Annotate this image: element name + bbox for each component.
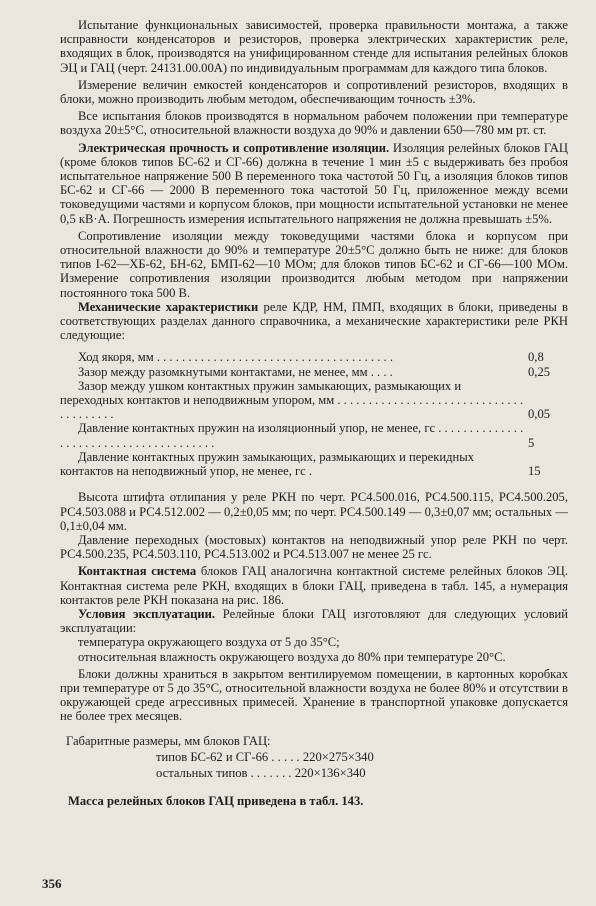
spec-value: 0,8 xyxy=(528,350,544,365)
paragraph-insulation-strength-text: Изоляция релейных блоков ГАЦ (кроме блоков типов БС-62 и СГ-66) должна в течение 1 мин ±5 с выдерживать без пробоя испытательное напряжение 500 В переменного тока частотой 50 Гц, а изоляция блоков типов БС-62 и СГ-66 — 2000 В переменного тока частотой 50 Гц, приложенное между всеми токоведущими частями и корпусом блоков, при мощности испытательной установки не менее 0,5 кВ·А. Погрешность измерения испытательного напряжения не должна превышать ±5%. xyxy=(60,140,568,226)
paragraph-contact-pressure: Давление переходных (мостовых) контактов на неподвижный упор реле РКН по черт. РС4.500.235, РС4.503.110, РС4.513.002 и РС4.513.007 не менее 25 гс. xyxy=(60,532,568,562)
paragraph-insulation-strength xyxy=(60,141,568,226)
spec-list xyxy=(60,350,568,478)
dimensions-title: Габаритные размеры, мм блоков ГАЦ: xyxy=(66,733,271,748)
spec-value: 5 xyxy=(528,435,535,450)
paragraph-contact-system-text: блоков ГАЦ аналогична контактной системе релейных блоков ЭЦ. Контактная система реле РКН, входящих в блоки ГАЦ, приведена в табл. 145, а нумерация контактов реле РКН показана на рис. 186. xyxy=(60,564,568,607)
spec-label: Зазор между разомкнутыми контактами, не менее, мм . . . . xyxy=(78,364,393,379)
paragraph-conditions: Все испытания блоков производятся в нормальном рабочем положении при температуре воздуха 20±5°С, относительной влажности воздуха до 90% и давлении 650—780 мм рт. ст. xyxy=(60,109,568,138)
heading-contact-system: Контактная система xyxy=(78,564,197,579)
spec-row xyxy=(60,350,568,364)
heading-mechanical: Механические характеристики xyxy=(78,299,259,314)
paragraph-mechanical xyxy=(60,300,568,343)
mass-note: Масса релейных блоков ГАЦ приведена в табл. 143. xyxy=(68,794,364,809)
paragraph-operating-conditions-text: Релейные блоки ГАЦ изготовляют для следующих условий эксплуатации: xyxy=(60,606,568,636)
spec-row xyxy=(60,450,568,478)
dimensions-label: типов БС-62 и СГ-66 . . . . . xyxy=(156,749,300,764)
spec-row xyxy=(60,421,568,449)
spec-value: 15 xyxy=(528,464,541,479)
spec-label: Давление контактных пружин на изоляционный упор, не менее, гс . . . . . . . . . . . . . . . . . . . . . . . . . . . . . . . . . . . . . . . xyxy=(60,421,524,450)
spec-label: Ход якоря, мм . . . . . . . . . . . . . . . . . . . . . . . . . . . . . . . . . . . . . . xyxy=(78,350,393,365)
paragraph-insulation-resistance: Сопротивление изоляции между токоведущими частями блока и корпусом при относительной влажности до 90% и температуре 20±5°С должно быть не ниже: для блоков типов I-62—ХБ-62, БН-62, БМП-62—10 МОм; для блоков типов БС-62 и СГ-66—100 МОм. Измерение сопротивления изоляции производится любым методом при напряжении постоянного тока 500 В. xyxy=(60,228,568,300)
page-number: 356 xyxy=(42,876,62,891)
dimensions-block xyxy=(60,734,568,781)
spec-row xyxy=(60,379,568,422)
heading-insulation-strength: Электрическая прочность и сопротивление изоляции. xyxy=(78,140,390,155)
spec-label: Давление контактных пружин замыкающих, размыкающих и перекидных контактов на неподвижный упор, не менее, гс . xyxy=(60,449,474,479)
dimensions-row xyxy=(156,766,568,780)
spec-value: 0,25 xyxy=(528,364,551,379)
page-body xyxy=(60,18,568,808)
paragraph-mechanical-text: реле КДР, НМ, ПМП, входящих в блоки, приведены в соответствующих разделах данного справочника, а механические характеристики реле РКН следующие: xyxy=(60,299,568,343)
dimensions-value: 220×275×340 xyxy=(302,749,374,764)
dimensions-row xyxy=(156,750,568,764)
paragraph-pin-height: Высота штифта отлипания у реле РКН по черт. РС4.500.016, РС4.500.115, РС4.500.205, РС4.503.088 и РС4.512.002 — 0,2±0,05 мм; по черт. РС4.500.149 — 0,3±0,07 мм; остальных — 0,1±0,04 мм. xyxy=(60,490,568,533)
spec-value: 0,05 xyxy=(528,407,551,422)
paragraph-contact-system xyxy=(60,564,568,607)
paragraph-humidity: относительная влажность окружающего воздуха до 80% при температуре 20°С. xyxy=(78,649,506,664)
dimensions-label: остальных типов . . . . . . . xyxy=(156,765,292,780)
paragraph-capacitance: Измерение величин емкостей конденсаторов и сопротивлений резисторов, входящих в блоки, можно производить любым методом, обеспечивающим точность ±3%. xyxy=(60,77,568,107)
paragraph-testing: Испытание функциональных зависимостей, проверка правильности монтажа, а также исправности конденсаторов и резисторов, проверка электрических характеристик реле, входящих в блок, производятся на унифицированном стенде для испытания релейных блоков ЭЦ и ГАЦ (черт. 24131.00.00А) по индивидуальным программам для каждого типа блоков. xyxy=(60,18,568,75)
paragraph-temperature: температура окружающего воздуха от 5 до 35°С; xyxy=(78,635,340,650)
paragraph-operating-conditions xyxy=(60,607,568,635)
heading-operating-conditions: Условия эксплуатации. xyxy=(78,606,216,621)
paragraph-storage: Блоки должны храниться в закрытом вентилируемом помещении, в картонных коробках при температуре от 5 до 35°С, относительной влажности воздуха не более 80% и отсутствии в окружающей среде агрессивных примесей. Хранение в транспортной упаковке допускается не более трех месяцев. xyxy=(60,666,568,724)
spec-label: Зазор между ушком контактных пружин замыкающих, размыкающих и переходных контактов и неподвижным упором, мм . . . . . . . . . . . . . . . . . . . . . . . . . . . . . . . . . . . . . . . xyxy=(60,378,524,422)
dimensions-value: 220×136×340 xyxy=(294,765,366,780)
spec-row xyxy=(60,365,568,379)
